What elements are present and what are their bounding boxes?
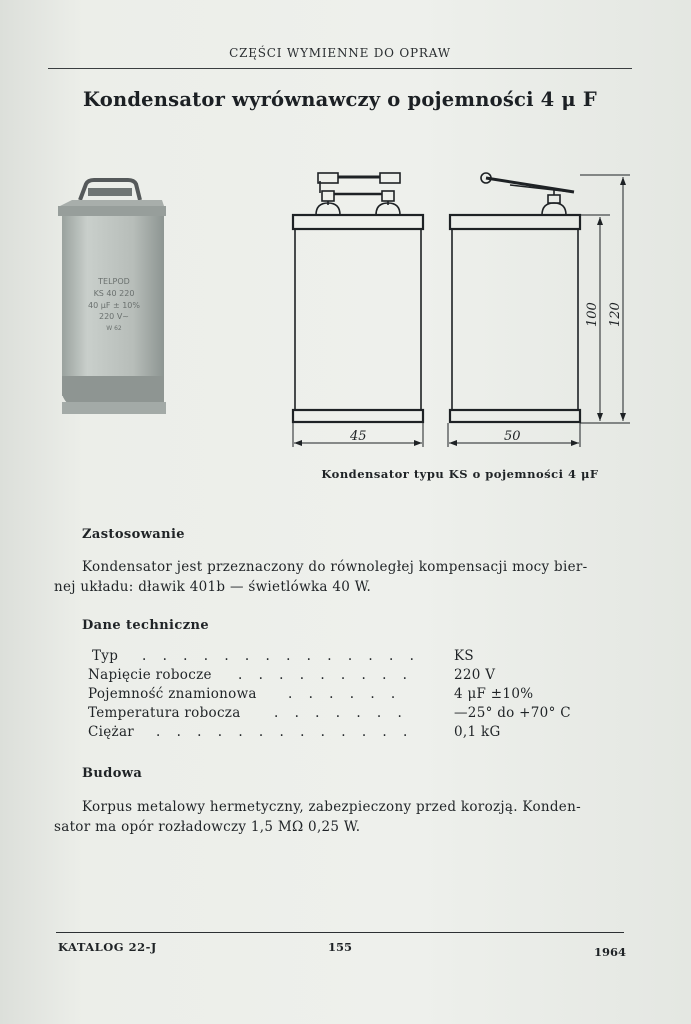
spec-row	[88, 705, 608, 724]
spec-row	[88, 686, 608, 705]
section-heading-tech: Dane techniczne	[82, 618, 209, 633]
photo-label-line: 40 μF ± 10%	[88, 301, 140, 310]
dim-width-front: 45	[350, 429, 367, 444]
dim-width-side: 50	[504, 429, 521, 444]
spec-label: Typ	[92, 648, 119, 664]
dimension-arrows	[294, 177, 626, 446]
usage-line: nej układu: dławik 401b — świetlówka 40 W.	[54, 579, 372, 595]
construction-paragraph	[54, 797, 634, 837]
running-head: CZĘŚCI WYMIENNE DO OPRAW	[229, 46, 451, 60]
dim-height-total: 120	[608, 302, 623, 327]
spec-value: KS	[454, 648, 474, 664]
footer-year: 1964	[593, 945, 626, 959]
footer-rule	[56, 932, 624, 933]
spec-value: 4 μF ±10%	[454, 686, 534, 702]
page-title: Kondensator wyrównawczy o pojemności 4 μ F	[83, 88, 597, 111]
spec-dots: . . . . . .	[288, 686, 402, 702]
side-view	[450, 173, 580, 422]
photo-label-line: TELPOD	[98, 277, 130, 286]
usage-paragraph	[54, 557, 634, 597]
spec-label: Napięcie robocze	[88, 667, 212, 683]
spec-label: Pojemność znamionowa	[88, 686, 257, 702]
spec-value: 220 V	[454, 667, 496, 683]
spec-value: 0,1 kG	[454, 724, 501, 740]
spec-row	[88, 724, 608, 743]
spec-dots: . . . . . . . . .	[238, 667, 413, 683]
spec-table	[88, 648, 608, 743]
photo-label-line: 220 V~	[99, 312, 129, 321]
spec-label: Ciężar	[88, 724, 135, 740]
section-heading-usage: Zastosowanie	[82, 527, 185, 542]
photo-label-line: W 62	[106, 325, 122, 332]
construction-line: sator ma opór rozładowczy 1,5 MΩ 0,25 W.	[54, 819, 361, 835]
spec-row	[88, 667, 608, 686]
technical-drawing	[280, 165, 640, 455]
spec-dots: . . . . . . . . . . . . . .	[142, 648, 420, 664]
figure-caption: Kondensator typu KS o pojemności 4 μF	[321, 467, 599, 481]
footer-page-number: 155	[327, 940, 352, 954]
footer-catalog: KATALOG 22-J	[58, 940, 157, 954]
spec-row	[88, 648, 608, 667]
spec-dots: . . . . . . .	[274, 705, 408, 721]
dim-height-body: 100	[585, 302, 600, 327]
spec-value: —25° do +70° C	[454, 705, 571, 721]
spec-label: Temperatura robocza	[88, 705, 241, 721]
photo-label-line: KS 40 220	[93, 289, 135, 298]
construction-line: Korpus metalowy hermetyczny, zabezpieczony przed korozją. Konden-	[82, 799, 581, 815]
spec-dots: . . . . . . . . . . . . .	[156, 724, 414, 740]
usage-line: Kondensator jest przeznaczony do równoległej kompensacji mocy bier-	[82, 559, 588, 575]
capacitor-photo	[52, 176, 176, 422]
section-heading-construction: Budowa	[82, 766, 143, 781]
header-rule	[48, 68, 632, 69]
front-view	[293, 173, 423, 422]
